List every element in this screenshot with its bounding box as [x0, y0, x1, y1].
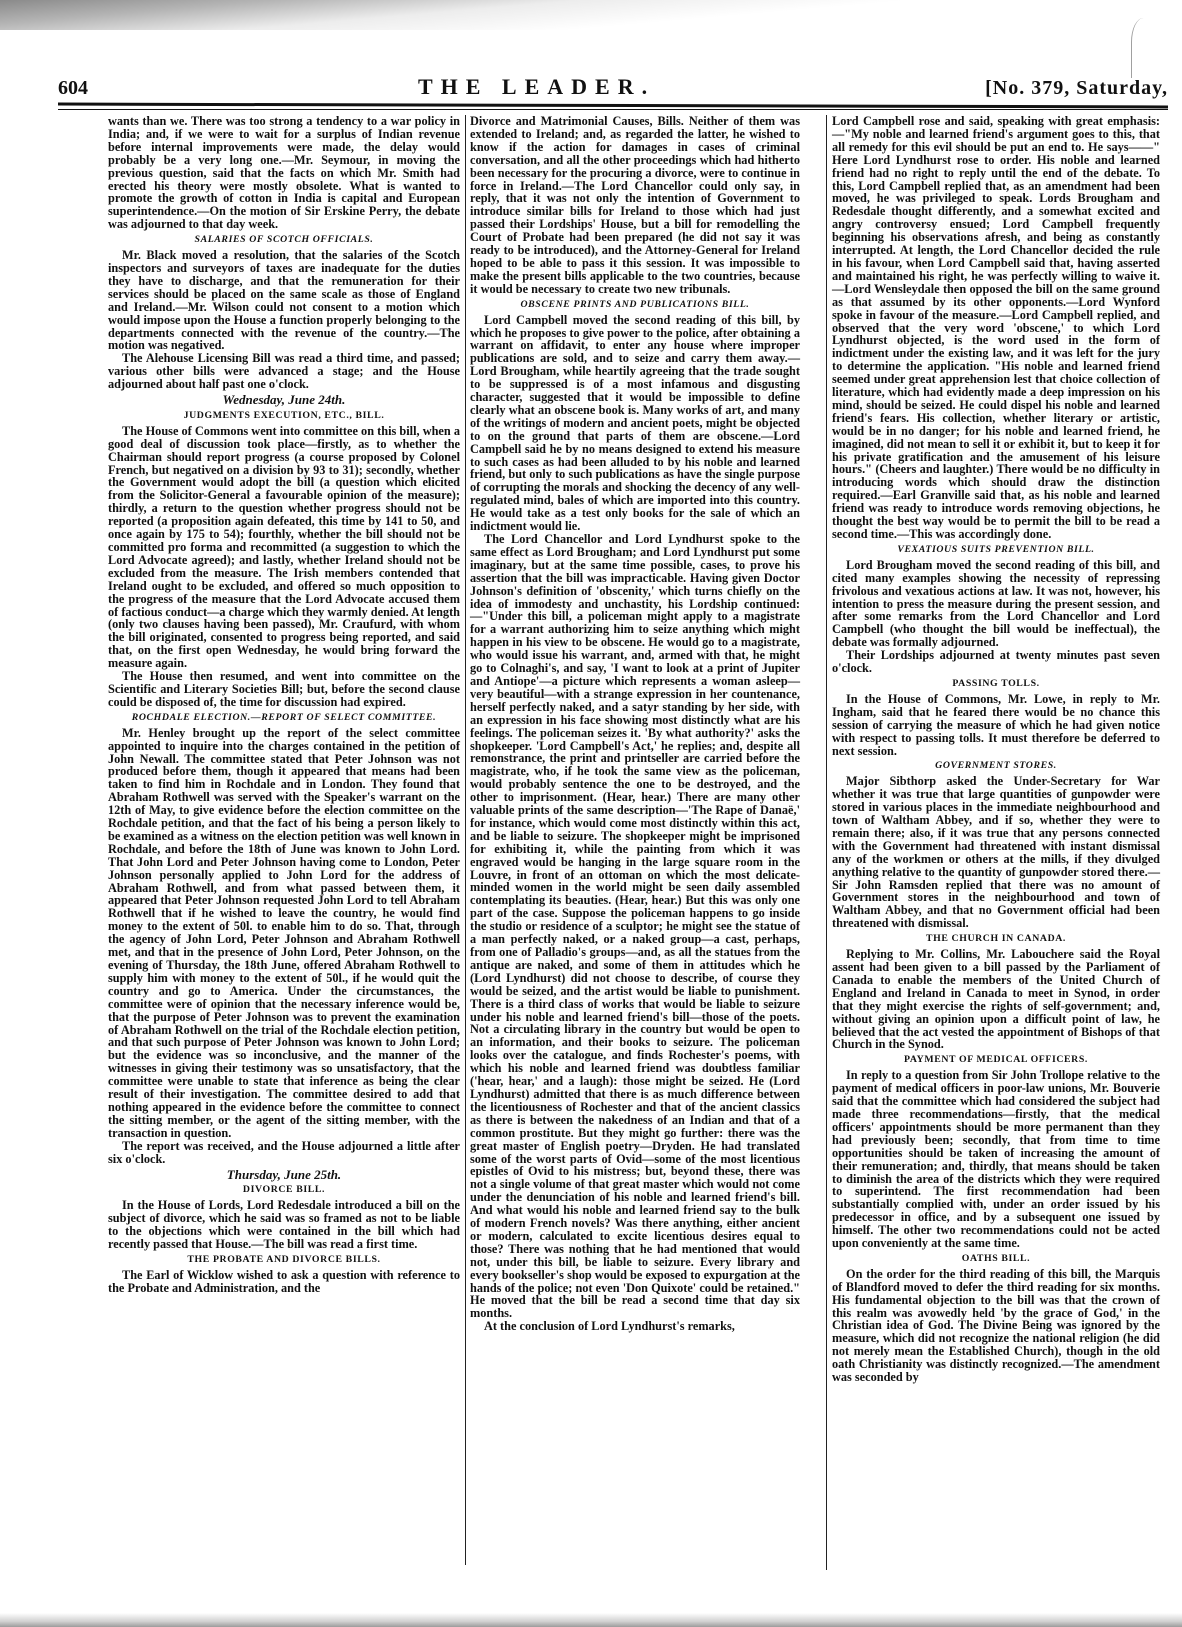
article-paragraph: On the order for the third reading of this bill, the Marquis of Blandford moved to defer the third reading for six months. His fundamental objection to the bill was that the crown of this realm was avowedly held 'by the grace of God,' in the Christian idea of God. The Divine Being was ignored by the measure, which did not recognize the national religion (he did not merely mean the Established Church), though in the old oath Christianity was distinctly recognized.—The amendment was seconded by — [832, 1266, 1160, 1385]
column-divider — [826, 115, 827, 1570]
section-heading: GOVERNMENT STORES. — [935, 760, 1057, 772]
section-heading: PAYMENT OF MEDICAL OFFICERS. — [904, 1054, 1088, 1066]
article-paragraph: Lord Brougham moved the second reading of this bill, and cited many examples showing the necessity of repressing frivolous and vexatious actions at law. It was not, however, his intention to press the measure during the present session, and after some remarks from the Lord Chancellor and Lord Campbell (who thought the bill would be ineffectual), the debate was formally adjourned. — [832, 557, 1160, 650]
scan-bottom-edge — [0, 1613, 1182, 1627]
section-heading: ROCHDALE ELECTION.—REPORT OF SELECT COMMITTEE. — [131, 711, 437, 723]
page-curl — [1131, 18, 1162, 78]
article-paragraph: The report was received, and the House adjourned a little after six o'clock. — [108, 1138, 460, 1166]
column-divider — [465, 115, 466, 1565]
article-paragraph: Their Lordships adjourned at twenty minutes past seven o'clock. — [832, 648, 1160, 676]
article-paragraph: At the conclusion of Lord Lyndhurst's remarks, — [484, 1319, 735, 1334]
article-paragraph: wants than we. There was too strong a tendency to a war policy in India; and, if we were to wait for a surplus of Indian revenue before internal improvements were made, the delay would probably be a very long one.—Mr. Seymour, in moving the previous question, said that the facts on which Mr. Smith had erected his theory were mostly obsolete. What is wanted to promote the growth of cotton in India is capital and European superintendence.—On the motion of Sir Erskine Perry, the debate was adjourned to that day week. — [108, 114, 460, 232]
article-paragraph: The Earl of Wicklow wished to ask a question with reference to the Probate and Administration, and the — [108, 1267, 460, 1295]
article-paragraph: In reply to a question from Sir John Trollope relative to the payment of medical officers in poor-law unions, Mr. Bouverie said that the committee which had considered the subject had made three recommendations—firstly, that the medical officers' appointments should be more permanent than they had previously been; secondly, that from time to time opportunities should be taken of increasing the amount of their remuneration; and, thirdly, that means should be taken to diminish the area of the districts which they were required to superintend. The first recommendation had been substantially complied with, under an order issued by his predecessor in office, and by a subsequent one issued by himself. The other two recommendations could not be acted upon conveniently at the same time. — [832, 1068, 1160, 1251]
article-paragraph: In the House of Lords, Lord Redesdale introduced a bill on the subject of divorce, which he said was so framed as not to be liable to the objections which were contained in the bill which had recently passed that House.—The bill was read a first time. — [108, 1198, 460, 1252]
article-paragraph: The Lord Chancellor and Lord Lyndhurst spoke to the same effect as Lord Brougham; and Lord Lyndhurst put some imaginary, but at the same time possible, cases, to prove his assertion that the bill was impracticable. Having given Doctor Johnson's definition of 'obscenity,' which turns chiefly on the idea of immodesty and unchastity, his Lordship continued:—"Under this bill, a policeman might apply to a magistrate for a warrant authorizing him to seize anything which might happen in his view to be obscene. He would go to a magistrate, who would issue his warrant, and, armed with that, he might go to Colnaghi's, and say, 'I want to look at a print of Jupiter and Antiope'—a picture which represents a woman asleep—very beautiful—with a strange expression in her countenance, herself perfectly naked, and a satyr standing by her side, with an expression in his face showing most distinctly what are his feelings. The policeman seizes it. 'By what authority?' asks the shopkeeper. 'Lord Campbell's Act,' he replies; and, despite all remonstrance, the print and printseller are carried before the magistrate, who, if he took the same view as the policeman, would probably sentence the one to be destroyed, and the other to imprisonment. (Hear, hear.) There are many other valuable prints of the same description—'The Rape of Danaë,' for instance, which would come most distinctly within this act, and be liable to seizure. The shopkeeper might be imprisoned for exhibiting it, while the painting from which it was engraved would be hanging in the large square room in the Louvre, in front of an ottoman on which the most delicate-minded women in the world might be seen daily assembled contemplating its beauties. (Hear, hear.) But this was only one part of the case. Suppose the policeman happens to go inside the studio or residence of a sculptor; he might see the statue of a man perfectly naked, or a naked group—a cast, perhaps, from one of Palladio's groups—and, as all the statues from the antique are naked, and some of them in attitudes which he (Lord Lyndhurst) did not choose to describe, of course they would be seized, and the artist would be liable to punishment. There is a third class of works that would be liable to seizure under his noble and learned friend's bill—those of the poets. Not a circulating library in the country but would be open to an information, and their books to seizure. The policeman looks over the catalogue, and finds Rochester's poems, with which his noble and learned friend was doubtless familiar ('hear, hear,' and a laugh): those might be seized. He (Lord Lyndhurst) admitted that there is as much difference between the licentiousness of Rochester and that of the ancient classics as there is between the nakedness of an Indian and that of a common prostitute. But they might go further: there was the great master of English poetry—Dryden. He had translated some of the worst parts of Ovid—some of the most licentious epistles of Ovid to his mistress; but, beyond these, there was not a single volume of that great master which would not come under the denunciation of his noble and learned friend's bill. And what would his noble and learned friend say to the bulk of modern French novels? Was there anything, either ancient or modern, calculated to excite licentious desires equal to those? There was nothing that he had mentioned that would not, under this bill, be liable to seizure. Every library and every bookseller's shop would be exposed to expurgation at the hands of the police; not even 'Don Quixote' could be retained." He moved that the bill be read a second time that day six months. — [470, 532, 800, 1321]
article-paragraph: Mr. Black moved a resolution, that the salaries of the Scotch inspectors and surveyors of taxes are inadequate for the duties they have to discharge, and that the remuneration for their services should be placed on the same scale as those of England and Ireland.—Mr. Wilson could not consent to a motion which would impose upon the House a function properly belonging to the departments connected with the revenue of the country.—The motion was negatived. — [108, 248, 460, 353]
section-heading: OBSCENE PRINTS AND PUBLICATIONS BILL. — [520, 298, 750, 310]
section-heading: THE CHURCH IN CANADA. — [926, 933, 1066, 945]
dateline: Wednesday, June 24th. — [222, 392, 346, 408]
column-left — [108, 115, 460, 1295]
section-heading: SALARIES OF SCOTCH OFFICIALS. — [194, 234, 374, 246]
article-paragraph: Divorce and Matrimonial Causes, Bills. Neither of them was extended to Ireland; and, as regarded the latter, he wished to know if the action for damages in cases of criminal conversation, and all the other proceedings which had hitherto been necessary for the procuring a divorce, were to continue in force in Ireland.—The Lord Chancellor could only say, in reply, that it was not only the intention of Government to introduce similar bills for Ireland to those which had just passed their Lordships' House, but a bill for remodelling the Court of Probate had been prepared (he did not say it was ready to be introduced), and the Attorney-General for Ireland hoped to be able to pass it this session. It was impossible to make the present bills applicable to the two countries, because it would be necessary to create two new tribunals. — [470, 114, 800, 296]
issue-info: [No. 379, Saturday, — [985, 77, 1168, 99]
article-paragraph: The Alehouse Licensing Bill was read a third time, and passed; various other bills were advanced a stage; and the House adjourned about half past one o'clock. — [108, 351, 460, 392]
article-paragraph: Replying to Mr. Collins, Mr. Labouchere said the Royal assent had been given to a bill passed by the Parliament of Canada to enable the members of the United Church of England and Ireland in Canada to meet in Synod, in order that they might exercise the rights of self-government; and, without giving an opinion upon a difficult point of law, he believed that the act vested the appointment of Bishops of that Church in the Synod. — [832, 947, 1160, 1052]
dateline: Thursday, June 25th. — [226, 1166, 342, 1182]
section-heading: VEXATIOUS SUITS PREVENTION BILL. — [897, 543, 1095, 555]
section-heading: DIVORCE BILL. — [242, 1184, 326, 1196]
article-paragraph: In the House of Commons, Mr. Lowe, in reply to Mr. Ingham, said that he feared there would be no chance this session of carrying the measure of which he had given notice with respect to passing tolls. It must therefore be deferred to next session. — [832, 691, 1160, 758]
article-paragraph: Major Sibthorp asked the Under-Secretary for War whether it was true that large quantities of gunpowder were stored in various places in the immediate neighbourhood and town of Waltham Abbey, and if so, whether they were to remain there; also, if it was true that any persons connected with the Government had threatened with instant dismissal any of the workmen or others at the mills, if they divulged anything relative to the quantity of gunpowder stored there.—Sir John Ramsden replied that there was no amount of Government stores in the neighbourhood and town of Waltham Abbey, and that no Government official had been threatened with dismissal. — [832, 774, 1160, 931]
section-heading: PASSING TOLLS. — [952, 677, 1040, 689]
section-heading: JUDGMENTS EXECUTION, ETC., BILL. — [183, 409, 385, 421]
article-paragraph: Lord Campbell rose and said, speaking with great emphasis:—"My noble and learned friend's argument goes to this, that all remedy for this evil should be put an end to. He says——" Here Lord Lyndhurst rose to order. His noble and learned friend had no right to reply until the end of the debate. To this, Lord Campbell replied that, as an amendment had been moved, he was privileged to speak. Lords Brougham and Redesdale thought differently, and a somewhat excited and angry controversy ensued; Lord Campbell frequently beginning his observations afresh, and being as constantly interrupted. At length, the Lord Chancellor decided the rule in his favour, when Lord Campbell said that, having asserted and maintained his right, he was perfectly willing to waive it.—Lord Wensleydale then opposed the bill on the same ground as that assumed by its other opponents.—Lord Wynford spoke in favour of the measure.—Lord Campbell replied, and observed that the very word 'obscene,' to which Lord Lyndhurst objected, is the word used in the form of indictment under the existing law, and it was left for the jury to determine the application. "His noble and learned friend seemed under great apprehension lest that choice collection of literature, which had evidently made a deep impression on his mind, should be seized. He could dispel his noble and learned friend's fears. His collection, whether literary or artistic, would be in no danger; for his noble and learned friend, he imagined, did not mean to sell it or exhibit it, but to keep it for his private gratification and the amusement of his leisure hours." (Cheers and laughter.) There would be no difficulty in introducing words which should draw the distinction required.—Earl Granville said that, as his noble and learned friend was ready to introduce words removing objections, he thought the best way would be to permit the bill to be read a second time.—This was accordingly done. — [832, 114, 1160, 541]
article-paragraph: The House of Commons went into committee on this bill, when a good deal of discussion took place—firstly, as to whether the Chairman should report progress (a course proposed by Colonel French, but negatived on a division by 93 to 31); secondly, whether the Government would adopt the bill (a question which elicited from the Solicitor-General a favourable opinion of the measure); thirdly, a return to the question whether progress should not be reported (a proposition again defeated, this time by 141 to 50, and once again by 175 to 54); fourthly, whether the bill should not be committed pro forma and recommitted (a suggestion to which the Lord Advocate agreed); and lastly, whether Ireland should not be excluded from the measure. The Irish members contended that Ireland ought to be excluded, and offered so much opposition to the progress of the measure that the Lord Advocate accused them of factious conduct—a charge which they warmly denied. At length (only two clauses having been passed), Mr. Craufurd, with whom the bill originated, consented to progress being reported, and said that, on the first open Wednesday, he would bring forward the measure again. — [108, 423, 460, 671]
masthead — [58, 72, 1168, 100]
article-paragraph: Mr. Henley brought up the report of the select committee appointed to inquire into the charges contained in the petition of John Newall. The committee stated that Peter Johnson was not produced before them, though it appeared that means had been taken to find him in Rochdale and in London. They found that Abraham Rothwell was served with the Speaker's warrant on the 12th of May, to give evidence before the election committee on the Rochdale petition, and that the fact of his being a person likely to be examined as a witness on the election petition was well known in Rochdale, and before the 18th of June was known to John Lord. That John Lord and Peter Johnson having come to London, Peter Johnson personally applied to John Lord for the address of Abraham Rothwell, and from what passed between them, it appeared that Peter Johnson requested John Lord to tell Abraham Rothwell that if he wished to leave the country, he would find money to the extent of 50l. to enable him to do so. That, through the agency of John Lord, Peter Johnson and Abraham Rothwell met, and that in the presence of John Lord, Peter Johnson, on the evening of Thursday, the 18th June, offered Abraham Rothwell to supply him with money to the extent of 50l., if he would quit the country and go to America. Under the circumstances, the committee were of opinion that the necessary inference would be, that the purpose of Peter Johnson was to prevent the examination of Abraham Rothwell on the trial of the Rochdale election petition, and that such purpose of Peter Johnson was known to John Lord; but the evidence was so inconclusive, and the manner of the witnesses in giving their testimony was so unsatisfactory, that the committee were unable to state that inference as being the clear result of their investigation. The committee desired to add that nothing appeared in the evidence before the committee to connect the sitting member, or the agent of the sitting member, with the transaction in question. — [108, 725, 460, 1140]
column-middle — [470, 115, 800, 1333]
column-right — [832, 115, 1160, 1384]
newspaper-title: THE LEADER. — [417, 74, 656, 99]
masthead-rule-thin — [58, 109, 1168, 110]
section-heading: OATHS BILL. — [961, 1252, 1031, 1264]
scan-edge-shadow — [0, 0, 1182, 30]
article-paragraph: Lord Campbell moved the second reading of this bill, by which he proposes to give power to the police, after obtaining a warrant on affidavit, to enter any house where improper publications are sold, and to seize and carry them away.—Lord Brougham, while heartily agreeing that the trade sought to be suppressed is of a most infamous and disgusting character, suggested that it would be impossible to define clearly what an obscene book is. Many works of art, and many of the writings of modern and ancient poets, might be objected to on the ground that parts of them are obscene.—Lord Campbell said he by no means designed to extend his measure to such cases as had been alluded to by his noble and learned friend, but only to such publications as have the single purpose of corrupting the morals and shocking the decency of any well-regulated mind, bales of which are imported into this country. He would take as a test only books for the sale of which an indictment would lie. — [470, 312, 800, 534]
page-number: 604 — [58, 77, 88, 99]
article-paragraph: The House then resumed, and went into committee on the Scientific and Literary Societies Bill; but, before the second clause could be disposed of, the time for discussion had expired. — [108, 669, 460, 709]
section-heading: THE PROBATE AND DIVORCE BILLS. — [187, 1253, 381, 1265]
masthead-rule — [58, 103, 1168, 109]
